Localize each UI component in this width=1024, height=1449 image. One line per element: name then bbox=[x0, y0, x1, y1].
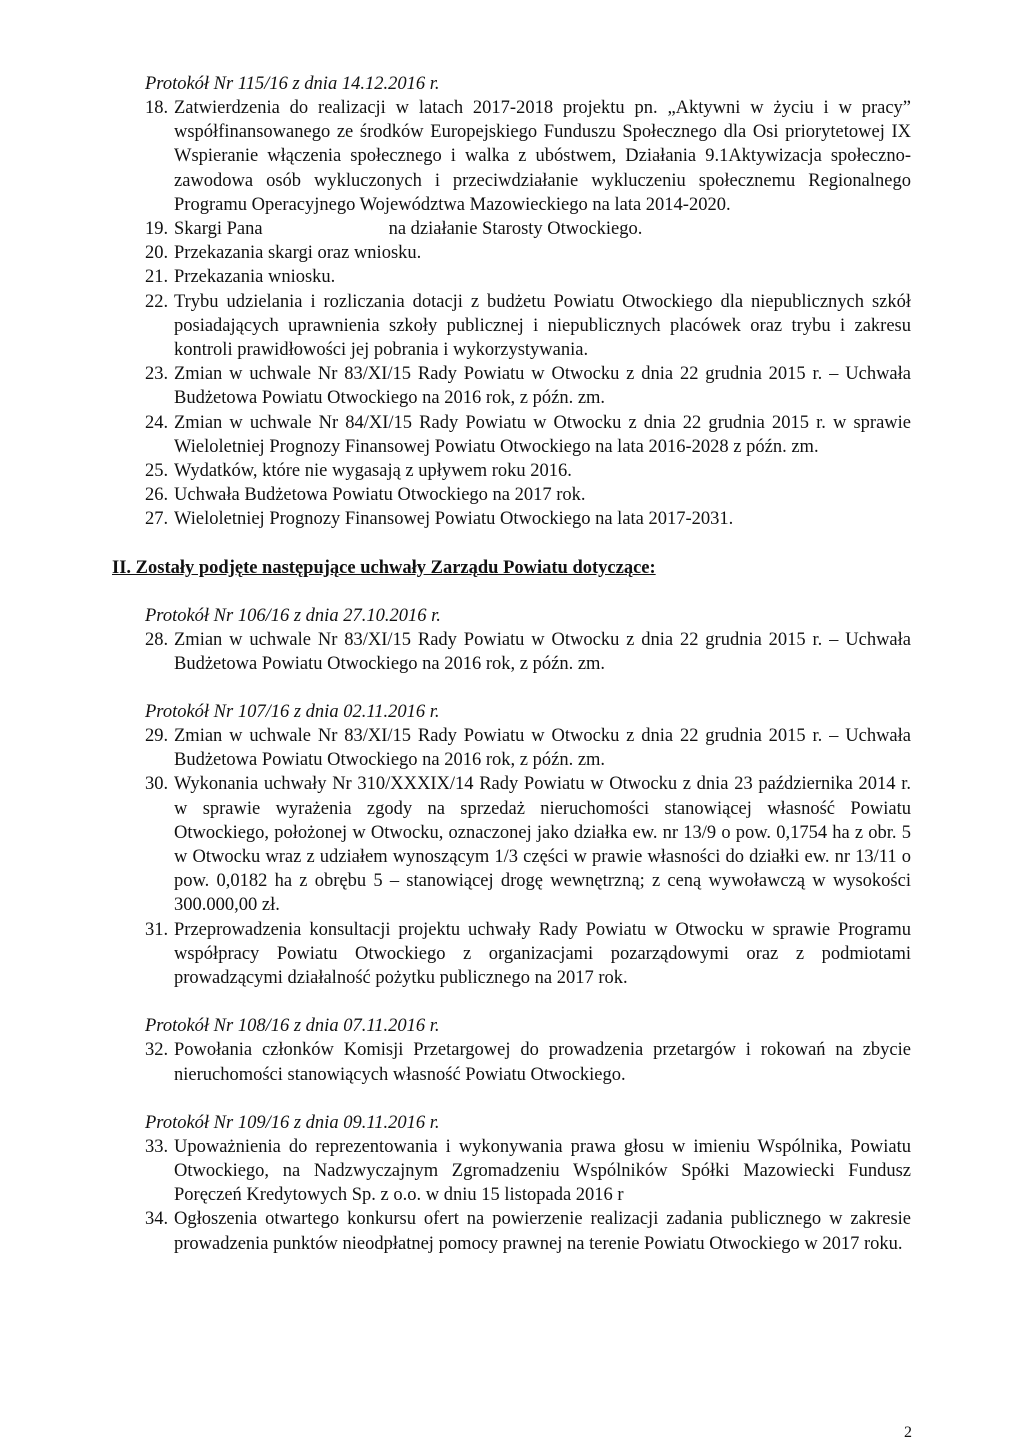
item-text: Uchwała Budżetowa Powiatu Otwockiego na 2017 rok. bbox=[174, 485, 586, 506]
list-item bbox=[145, 483, 911, 507]
item-number: 34. bbox=[145, 1209, 169, 1230]
item-text: Zmian w uchwale Nr 83/XI/15 Rady Powiatu w Otwocku z dnia 22 grudnia 2015 r. – Uchwała Budżetowa Powiatu Otwockiego na 2016 rok, z późn. zm. bbox=[174, 629, 911, 674]
protocol-heading: Protokół Nr 109/16 z dnia 09.11.2016 r. bbox=[145, 1112, 440, 1133]
spacer bbox=[145, 676, 911, 700]
document-page bbox=[112, 72, 911, 1256]
item-number: 25. bbox=[145, 461, 169, 482]
item-text: Przeprowadzenia konsultacji projektu uchwały Rady Powiatu w Otwocku w sprawie Programu współpracy Powiatu Otwockiego z organizacjami pozarządowymi oraz z podmiotami prowadzącymi działalność pożytku publicznego na 2017 rok. bbox=[174, 919, 911, 989]
item-text: Zatwierdzenia do realizacji w latach 2017-2018 projektu pn. „Aktywni w życiu i w pracy” współfinansowanego ze środków Europejskiego Funduszu Społecznego dla Osi priorytetowej IX Wspieranie włączenia społecznego i walka z ubóstwem, Działania 9.1Aktywizacja społeczno-zawodowa osób wykluczonych i przeciwdziałanie wykluczeniu społecznemu Regionalnego Programu Operacyjnego Województwa Mazowieckiego na lata 2014-2020. bbox=[174, 98, 911, 215]
spacer bbox=[145, 990, 911, 1014]
protocol-heading: Protokół Nr 108/16 z dnia 07.11.2016 r. bbox=[145, 1016, 440, 1037]
list-item bbox=[145, 290, 911, 363]
item-number: 33. bbox=[145, 1136, 169, 1157]
list-item bbox=[145, 217, 911, 241]
item-number: 31. bbox=[145, 919, 169, 940]
item-text: Zmian w uchwale Nr 83/XI/15 Rady Powiatu w Otwocku z dnia 22 grudnia 2015 r. – Uchwała Budżetowa Powiatu Otwockiego na 2016 rok, z późn. zm. bbox=[174, 726, 911, 771]
spacer bbox=[145, 532, 911, 556]
protocol-heading: Protokół Nr 106/16 z dnia 27.10.2016 r. bbox=[145, 605, 441, 626]
list-item bbox=[145, 1038, 911, 1086]
list-item bbox=[145, 772, 911, 917]
list-item bbox=[145, 507, 911, 531]
list-item bbox=[145, 1135, 911, 1208]
list-item bbox=[145, 918, 911, 991]
item-number: 24. bbox=[145, 412, 169, 433]
protocol-heading: Protokół Nr 115/16 z dnia 14.12.2016 r. bbox=[145, 74, 440, 94]
item-number: 26. bbox=[145, 485, 169, 506]
item-text: Zmian w uchwale Nr 83/XI/15 Rady Powiatu w Otwocku z dnia 22 grudnia 2015 r. – Uchwała Budżetowa Powiatu Otwockiego na 2016 rok, z późn. zm. bbox=[174, 364, 911, 409]
list-item bbox=[145, 628, 911, 676]
item-number: 30. bbox=[145, 774, 169, 795]
section-title: II. Zostały podjęte następujące uchwały Zarządu Powiatu dotyczące: bbox=[112, 557, 656, 578]
item-number: 19. bbox=[145, 219, 169, 240]
item-text: Przekazania wniosku. bbox=[174, 267, 336, 288]
item-number: 18. bbox=[145, 98, 169, 118]
item-number: 21. bbox=[145, 267, 169, 288]
list-item bbox=[145, 1207, 911, 1255]
item-number: 32. bbox=[145, 1040, 169, 1061]
protocol-heading: Protokół Nr 107/16 z dnia 02.11.2016 r. bbox=[145, 702, 440, 723]
item-text: Wydatków, które nie wygasają z upływem roku 2016. bbox=[174, 461, 572, 482]
list-item bbox=[145, 362, 911, 410]
page-number: 2 bbox=[904, 1424, 912, 1441]
item-text: Trybu udzielania i rozliczania dotacji z budżetu Powiatu Otwockiego dla niepublicznych szkół posiadających uprawnienia szkoły publicznej i niepublicznych placówek oraz trybu i zakresu kontroli prawidłowości jej pobrania i wykorzystywania. bbox=[174, 291, 911, 361]
list-item bbox=[145, 724, 911, 772]
item-text: Przekazania skargi oraz wniosku. bbox=[174, 243, 422, 264]
item-number: 28. bbox=[145, 629, 169, 650]
item-text: Wykonania uchwały Nr 310/XXXIX/14 Rady Powiatu w Otwocku z dnia 23 października 2014 r. w sprawie wyrażenia zgody na sprzedaż nieruchomości stanowiącej własność Powiatu Otwockiego, położonej w Otwocku, oznaczonej jako działka ew. nr 13/9 o pow. 0,1754 ha z obr. 5 w Otwocku wraz z udziałem wynoszącym 1/3 części w prawie własności do działki ew. nr 13/11 o pow. 0,0182 ha z obrębu 5 – stanowiącej drogę wewnętrzną; z ceną wywoławczą w wysokości 300.000,00 zł. bbox=[174, 774, 911, 916]
list-item bbox=[145, 459, 911, 483]
item-number: 23. bbox=[145, 364, 169, 385]
item-number: 22. bbox=[145, 291, 169, 312]
spacer bbox=[145, 1087, 911, 1111]
item-number: 29. bbox=[145, 726, 169, 747]
item-text-part: Skargi Pana bbox=[174, 219, 263, 240]
item-text: Wieloletniej Prognozy Finansowej Powiatu Otwockiego na lata 2017-2031. bbox=[174, 509, 734, 530]
list-item bbox=[145, 241, 911, 265]
item-number: 20. bbox=[145, 243, 169, 264]
item-text: Powołania członków Komisji Przetargowej do prowadzenia przetargów i rokowań na zbycie nieruchomości stanowiących własność Powiatu Otwockiego. bbox=[174, 1040, 911, 1085]
item-text bbox=[174, 217, 911, 241]
list-item bbox=[145, 265, 911, 289]
list-item bbox=[145, 411, 911, 459]
spacer bbox=[145, 580, 911, 604]
item-text: Zmian w uchwale Nr 84/XI/15 Rady Powiatu w Otwocku z dnia 22 grudnia 2015 r. w sprawie Wieloletniej Prognozy Finansowej Powiatu Otwockiego na lata 2016-2028 z późn. zm. bbox=[174, 412, 911, 457]
item-text-part: na działanie Starosty Otwockiego. bbox=[388, 219, 643, 240]
item-text: Ogłoszenia otwartego konkursu ofert na powierzenie realizacji zadania publicznego w zakresie prowadzenia punktów nieodpłatnej pomocy prawnej na terenie Powiatu Otwockiego w 2017 roku. bbox=[174, 1209, 911, 1254]
list-item bbox=[145, 96, 911, 217]
item-text: Upoważnienia do reprezentowania i wykonywania prawa głosu w imieniu Wspólnika, Powiatu Otwockiego, na Nadzwyczajnym Zgromadzeniu Wspólników Spółki Mazowiecki Fundusz Poręczeń Kredytowych Sp. z o.o. w dniu 15 listopada 2016 r bbox=[174, 1136, 911, 1206]
item-number: 27. bbox=[145, 509, 169, 530]
